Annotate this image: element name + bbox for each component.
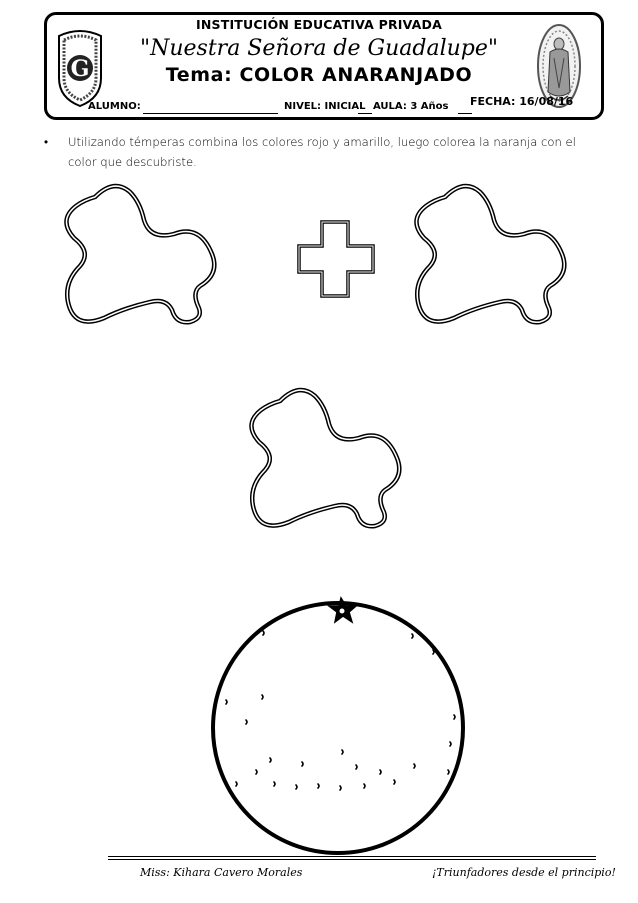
paint-splat-left[interactable] bbox=[66, 186, 214, 322]
level-label: NIVEL: INICIAL bbox=[284, 101, 366, 112]
school-name: "Nuestra Señora de Guadalupe" bbox=[139, 36, 499, 61]
orange-fruit[interactable] bbox=[213, 598, 463, 853]
classroom-label: AULA: 3 Años bbox=[373, 101, 449, 112]
school-motto: ¡Triunfadores desde el principio! bbox=[432, 866, 616, 879]
teacher-name: Miss: Kihara Cavero Morales bbox=[140, 866, 303, 879]
institution-title: INSTITUCIÓN EDUCATIVA PRIVADA bbox=[196, 17, 442, 32]
worksheet-topic: Tema: COLOR ANARANJADO bbox=[165, 64, 473, 86]
date-label: FECHA: 16/08/16 bbox=[470, 95, 574, 108]
plus-sign-icon bbox=[299, 222, 373, 296]
instruction-text: Utilizando témperas combina los colores rojo y amarillo, luego colorea la naranja con el color que descubriste. bbox=[68, 135, 576, 169]
paint-splat-result[interactable] bbox=[251, 390, 399, 526]
student-label: ALUMNO: bbox=[88, 101, 141, 112]
paint-splat-right[interactable] bbox=[416, 186, 564, 322]
footer-rule bbox=[108, 859, 596, 860]
footer-rule bbox=[108, 856, 596, 857]
bullet-icon: • bbox=[44, 135, 49, 149]
logo-letter: G bbox=[70, 56, 90, 82]
